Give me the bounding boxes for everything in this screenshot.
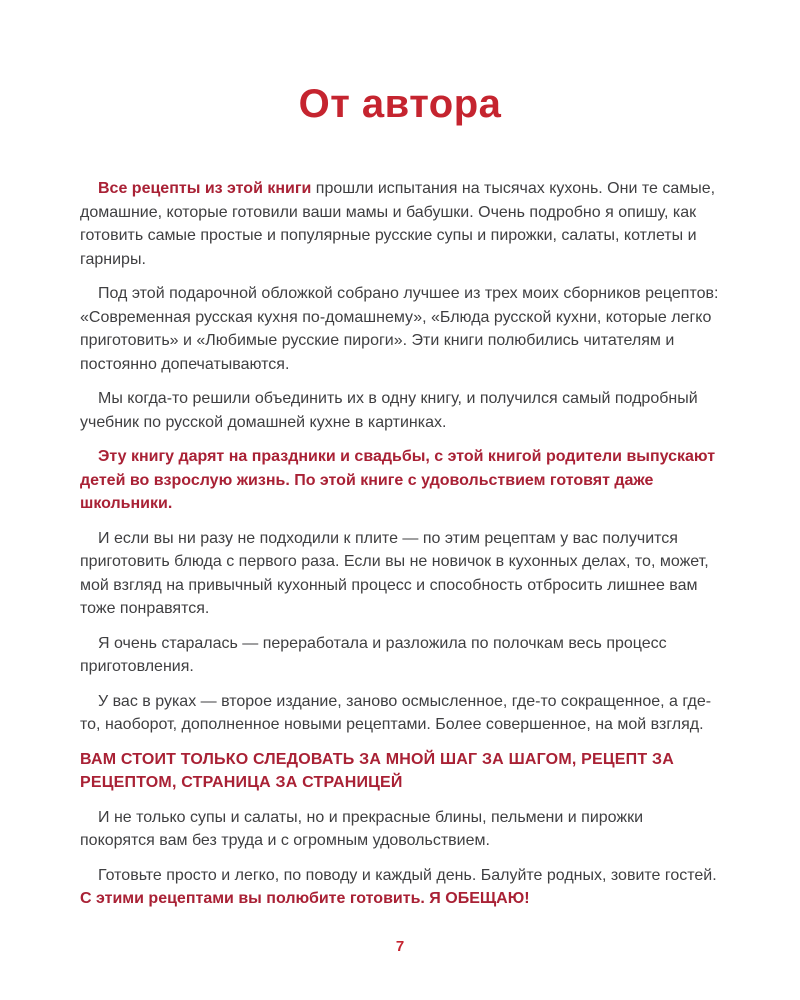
paragraph-gift-accent: Эту книгу дарят на праздники и свадьбы, с этой книгой родители выпускают детей во взрослую жизнь. По этой книге с удовольствием готовят даже школьники. [80, 448, 716, 513]
page-title: От автора [298, 82, 502, 126]
page-content [80, 177, 720, 922]
paragraph-second-edition: У вас в руках — второе издание, заново осмысленное, где-то сокращенное, а где-то, наоборот, дополненное новыми рецептами. Более совершенное, на мой взгляд. [80, 692, 712, 734]
paragraph-merge: Мы когда-то решили объединить их в одну книгу, и получился самый подробный учебник по русской домашней кухне в картинках. [80, 390, 698, 431]
paragraph-intro-lead: Все рецепты из этой книги [98, 180, 312, 197]
paragraph-follow-me-heading: ВАМ СТОИТ ТОЛЬКО СЛЕДОВАТЬ ЗА МНОЙ ШАГ ЗА ШАГОМ, РЕЦЕПТ ЗА РЕЦЕПТОМ, СТРАНИЦА ЗА СТРАНИЦЕЙ [80, 750, 674, 792]
page-footer [80, 938, 720, 956]
paragraph-intro-text: прошли испытания на тысячах кухонь. Они те самые, домашние, которые готовили ваши мамы и бабушки. Очень подробно я опишу, как готовить самые простые и популярные русские супы и пирожки, салаты, котлеты и гарниры. [80, 180, 716, 268]
paragraph-intro [80, 177, 720, 271]
paragraph-effort: Я очень старалась — переработала и разложила по полочкам весь процесс приготовления. [80, 634, 667, 676]
paragraph-collections: Под этой подарочной обложкой собрано лучшее из трех моих сборников рецептов: «Современная русская кухня по-домашнему», «Блюда русской кухни, которые легко приготовить» и «Любимые русские пироги». Эти книги полюбились читателям и постоянно допечатываются. [80, 285, 719, 373]
paragraph-dishes: И не только супы и салаты, но и прекрасные блины, пельмени и пирожки покорятся вам без труда и с огромным удовольствием. [80, 808, 644, 850]
paragraph-beginners: И если вы ни разу не подходили к плите — по этим рецептам у вас получится приготовить блюда с первого раза. Если вы не новичок в кухонных делах, то, может, мой взгляд на привычный кухонный процесс и способность отбросить лишнее вам тоже понравятся. [80, 529, 709, 618]
paragraph-closing [80, 864, 720, 911]
page-number: 7 [395, 938, 405, 955]
paragraph-closing-text: Готовьте просто и легко, по поводу и каждый день. Балуйте родных, зовите гостей. [98, 866, 717, 884]
paragraph-closing-promise: С этими рецептами вы полюбите готовить. Я ОБЕЩАЮ! [80, 890, 530, 908]
